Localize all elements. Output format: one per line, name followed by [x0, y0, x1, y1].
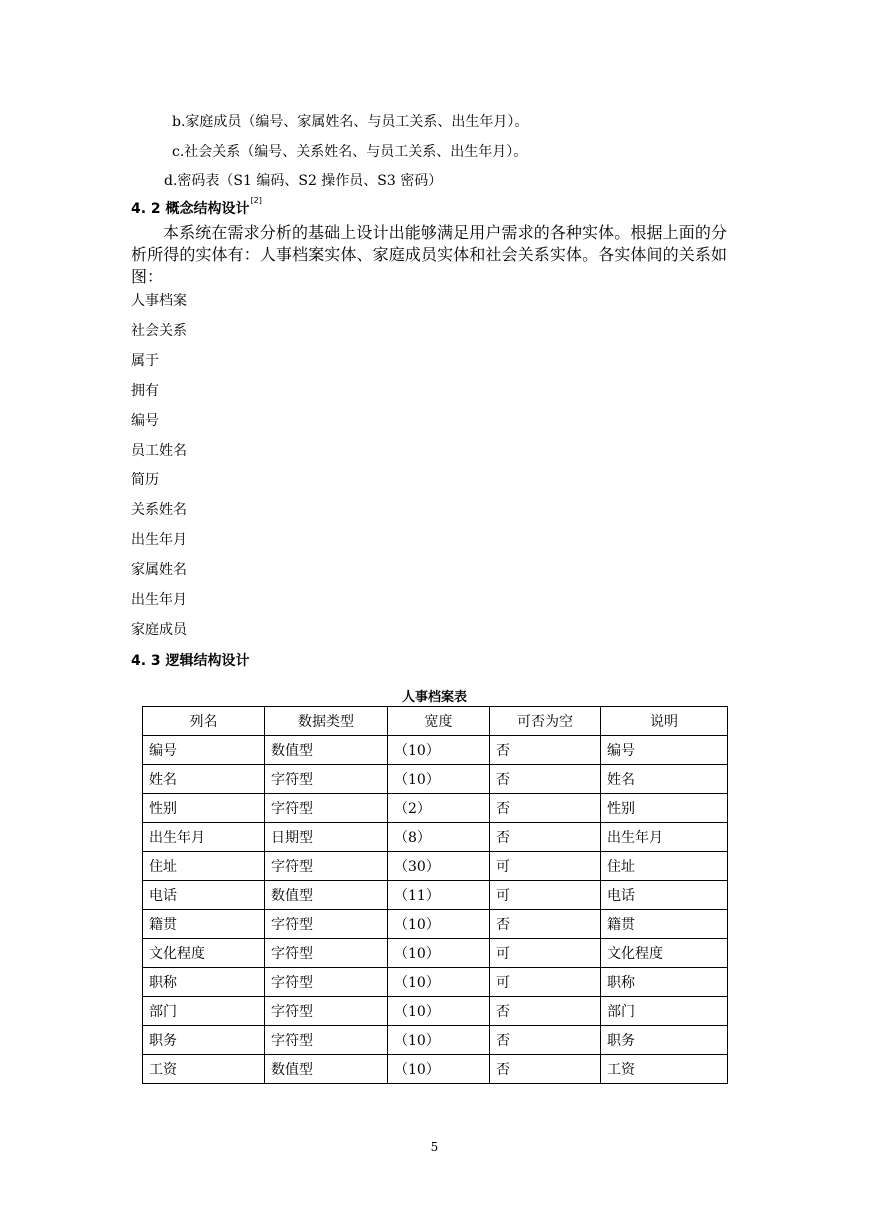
table-cell: 数值型	[265, 881, 388, 910]
table-cell: 电话	[601, 881, 728, 910]
diagram-label: 简历	[131, 472, 159, 488]
table-cell: 文化程度	[601, 939, 728, 968]
diagram-label: 社会关系	[131, 323, 187, 339]
table-cell: 可	[490, 968, 601, 997]
table-cell: （10）	[388, 997, 490, 1026]
table-cell: 职务	[143, 1026, 265, 1055]
table-cell: （10）	[388, 736, 490, 765]
table-cell: 职称	[143, 968, 265, 997]
table-cell: 工资	[143, 1055, 265, 1084]
table-cell: 部门	[143, 997, 265, 1026]
table-cell: 字符型	[265, 997, 388, 1026]
table-cell: 出生年月	[601, 823, 728, 852]
column-header: 数据类型	[265, 707, 388, 736]
diagram-label: 家庭成员	[131, 622, 187, 638]
table-cell: （10）	[388, 1055, 490, 1084]
table-cell: （2）	[388, 794, 490, 823]
table-cell: 住址	[601, 852, 728, 881]
column-header: 可否为空	[490, 707, 601, 736]
column-header: 宽度	[388, 707, 490, 736]
intro-paragraph-text: 本系统在需求分析的基础上设计出能够满足用户需求的各种实体。根据上面的分析所得的实体有：人事档案实体、家庭成员实体和社会关系实体。各实体间的关系如图：	[131, 223, 727, 286]
table-cell: 可	[490, 852, 601, 881]
table-row	[143, 765, 728, 794]
section-heading-title: 4. 2 概念结构设计	[131, 201, 250, 217]
diagram-label: 编号	[131, 413, 159, 429]
table-cell: （10）	[388, 939, 490, 968]
table-cell: （10）	[388, 765, 490, 794]
diagram-label: 关系姓名	[131, 502, 187, 518]
table-cell: 可	[490, 939, 601, 968]
table-cell: （30）	[388, 852, 490, 881]
table-cell: 编号	[601, 736, 728, 765]
table-cell: 职称	[601, 968, 728, 997]
section-heading-conceptual-design	[131, 198, 262, 218]
table-row	[143, 823, 728, 852]
table-cell: 字符型	[265, 939, 388, 968]
diagram-label: 家属姓名	[131, 562, 187, 578]
diagram-label: 出生年月	[131, 532, 187, 548]
diagram-label: 员工姓名	[131, 443, 187, 459]
table-row	[143, 1055, 728, 1084]
table-cell: 工资	[601, 1055, 728, 1084]
personnel-archive-table	[142, 706, 728, 1084]
diagram-label: 出生年月	[131, 592, 187, 608]
diagram-label: 拥有	[131, 383, 159, 399]
table-cell: 文化程度	[143, 939, 265, 968]
table-cell: 字符型	[265, 794, 388, 823]
table-cell: 籍贯	[143, 910, 265, 939]
intro-paragraph	[131, 222, 727, 288]
table-row	[143, 997, 728, 1026]
diagram-label: 人事档案	[131, 293, 187, 309]
table-cell: 性别	[601, 794, 728, 823]
table-cell: 否	[490, 997, 601, 1026]
table-cell: （11）	[388, 881, 490, 910]
table-cell: 字符型	[265, 910, 388, 939]
table-cell: 否	[490, 910, 601, 939]
table-row	[143, 968, 728, 997]
table-cell: 否	[490, 1055, 601, 1084]
table-cell: 字符型	[265, 1026, 388, 1055]
table-row	[143, 736, 728, 765]
table-header-row	[143, 707, 728, 736]
table-cell: 住址	[143, 852, 265, 881]
table-cell: 姓名	[601, 765, 728, 794]
table-cell: 否	[490, 736, 601, 765]
table-cell: 数值型	[265, 1055, 388, 1084]
table-cell: 部门	[601, 997, 728, 1026]
table-cell: 字符型	[265, 852, 388, 881]
table-cell: 职务	[601, 1026, 728, 1055]
column-header: 列名	[143, 707, 265, 736]
table-cell: 编号	[143, 736, 265, 765]
table-cell: 字符型	[265, 765, 388, 794]
table-cell: 否	[490, 823, 601, 852]
page-number: 5	[430, 1140, 439, 1154]
table-caption: 人事档案表	[401, 690, 467, 705]
table-row	[143, 939, 728, 968]
table-cell: 数值型	[265, 736, 388, 765]
column-header: 说明	[601, 707, 728, 736]
table-row	[143, 1026, 728, 1055]
citation-ref: [2]	[250, 196, 262, 205]
table-cell: 可	[490, 881, 601, 910]
table-cell: 日期型	[265, 823, 388, 852]
diagram-label: 属于	[131, 353, 159, 369]
table-row	[143, 881, 728, 910]
table-cell: （10）	[388, 1026, 490, 1055]
table-cell: （10）	[388, 910, 490, 939]
table-cell: 否	[490, 765, 601, 794]
table-row	[143, 852, 728, 881]
list-item-family-members: b.家庭成员（编号、家属姓名、与员工关系、出生年月）。	[172, 114, 529, 130]
table-cell: 否	[490, 794, 601, 823]
table-row	[143, 794, 728, 823]
list-item-password-table: d.密码表（S1 编码、S2 操作员、S3 密码）	[164, 173, 443, 189]
table-cell: 籍贯	[601, 910, 728, 939]
table-cell: 否	[490, 1026, 601, 1055]
table-cell: （8）	[388, 823, 490, 852]
list-item-social-relations: c.社会关系（编号、关系姓名、与员工关系、出生年月）。	[172, 144, 528, 160]
section-heading-logical-design: 4. 3 逻辑结构设计	[131, 653, 250, 669]
table-cell: 字符型	[265, 968, 388, 997]
table-cell: 电话	[143, 881, 265, 910]
table-cell: 姓名	[143, 765, 265, 794]
table-cell: 性别	[143, 794, 265, 823]
table-cell: （10）	[388, 968, 490, 997]
table-row	[143, 910, 728, 939]
table-cell: 出生年月	[143, 823, 265, 852]
